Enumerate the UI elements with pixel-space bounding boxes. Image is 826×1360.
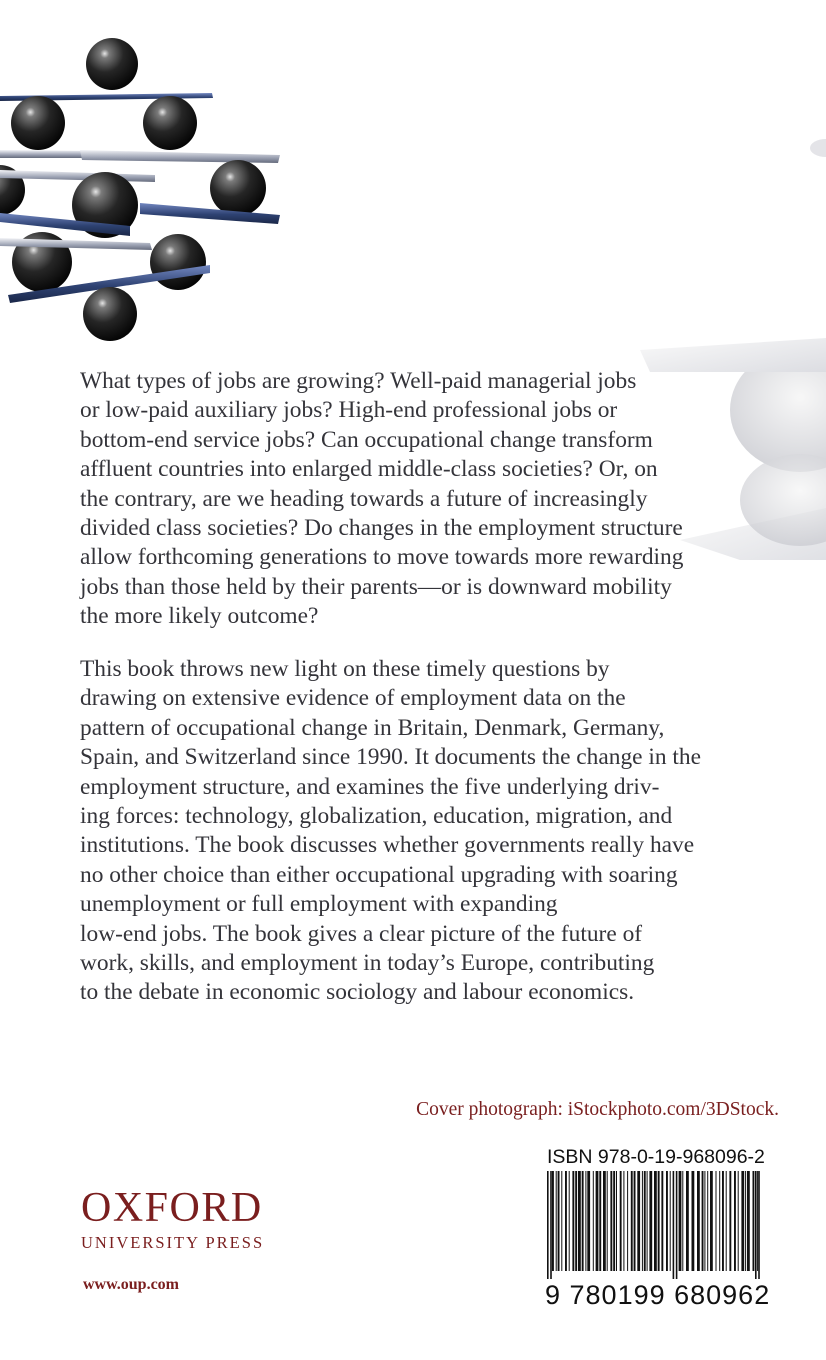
blurb-line: bottom-end service jobs? Can occupational change transform: [80, 426, 653, 453]
blurb-line: low-end jobs. The book gives a clear picture of the future of: [80, 920, 643, 947]
blurb-line: jobs than those held by their parents—or is downward mobility: [80, 573, 672, 600]
balanced-spheres-icon: [0, 38, 280, 341]
photo-credit: Cover photograph: iStockphoto.com/3DStock.: [416, 1099, 779, 1120]
barcode-icon: [545, 1171, 765, 1279]
publisher-subtitle: UNIVERSITY PRESS: [81, 1233, 265, 1252]
blurb-line: or low-paid auxiliary jobs? High-end professional jobs or: [80, 397, 618, 424]
blurb-line: institutions. The book discusses whether governments really have: [80, 832, 695, 859]
blurb-line: drawing on extensive evidence of employment data on the: [80, 685, 626, 712]
barcode-digits: 9 780199 680962: [545, 1280, 771, 1310]
blurb-line: pattern of occupational change in Britain, Denmark, Germany,: [80, 714, 665, 741]
blurb-line: to the debate in economic sociology and labour economics.: [80, 979, 635, 1006]
blurb-line: What types of jobs are growing? Well-paid managerial jobs: [80, 368, 637, 394]
blurb-line: employment structure, and examines the five underlying driv-: [80, 773, 660, 800]
isbn-label: ISBN 978-0-19-968096-2: [547, 1146, 765, 1168]
blurb-line: allow forthcoming generations to move towards more rewarding: [80, 544, 684, 571]
blurb-line: unemployment or full employment with expanding: [80, 891, 558, 918]
blurb-line: no other choice than either occupational upgrading with soaring: [80, 861, 678, 888]
blurb-line: work, skills, and employment in today’s Europe, contributing: [80, 950, 655, 977]
blurb-line: affluent countries into enlarged middle-class societies? Or, on: [80, 456, 658, 483]
publisher-name: OXFORD: [81, 1185, 263, 1231]
blurb-line: the more likely outcome?: [80, 603, 319, 630]
blurb-paragraph-1: [80, 367, 770, 632]
publisher-url[interactable]: www.oup.com: [83, 1276, 180, 1293]
blurb-paragraph-2: [80, 655, 770, 1008]
blurb-line: divided class societies? Do changes in the employment structure: [80, 515, 683, 542]
oxford-logo: [81, 1186, 264, 1253]
blurb-line: This book throws new light on these timely questions by: [80, 656, 610, 682]
blurb-line: ing forces: technology, globalization, education, migration, and: [80, 803, 673, 830]
blurb-line: the contrary, are we heading towards a future of increasingly: [80, 485, 648, 512]
blurb-line: Spain, and Switzerland since 1990. It documents the change in the: [80, 744, 701, 771]
